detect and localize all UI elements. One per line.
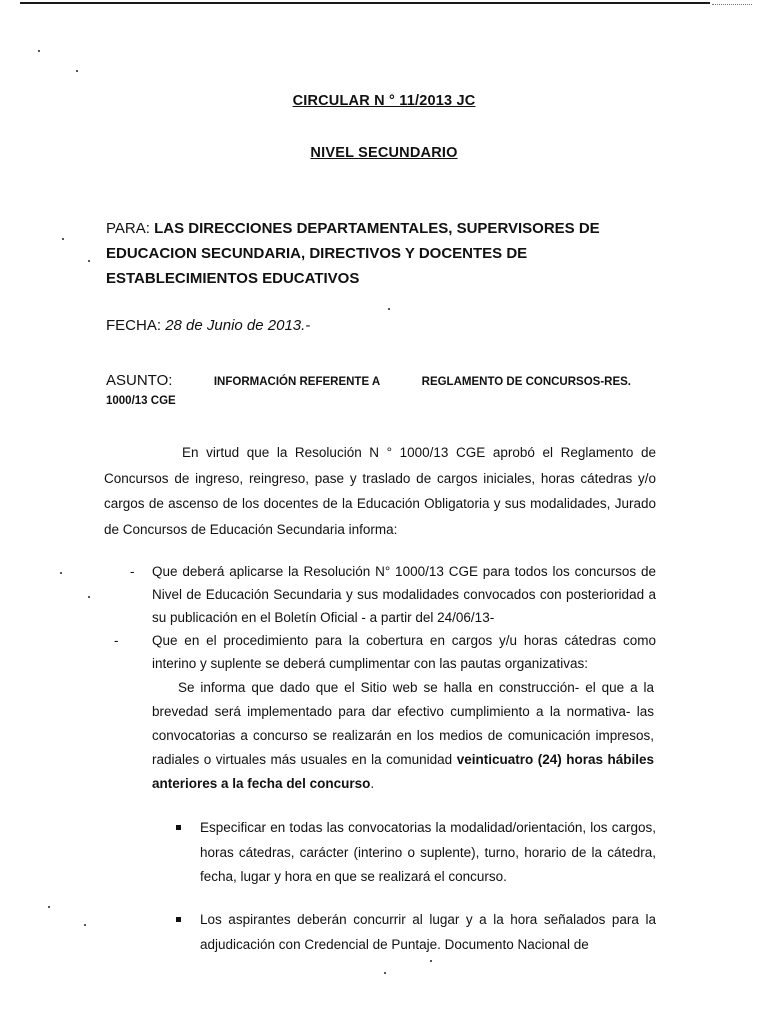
scan-speck bbox=[388, 308, 390, 310]
list-item-text: Que deberá aplicarse la Resolución N° 1000/13 CGE para todos los concursos de Nivel de Educación Secundaria y sus modalidades convocados con posterioridad a su publicación en el Boletín Oficial - a partir del 24/06/13- bbox=[152, 564, 656, 625]
bullet-text: Los aspirantes deberán concurrir al lugar y a la hora señalados para la adjudicación con Credencial de Puntaje. Documento Nacional de bbox=[200, 912, 656, 952]
list-item bbox=[130, 560, 656, 629]
scan-speck bbox=[84, 924, 86, 926]
asunto-label: ASUNTO: bbox=[106, 372, 173, 389]
bullet-item bbox=[176, 816, 656, 890]
level-title: NIVEL SECUNDARIO bbox=[310, 145, 458, 161]
fecha-value: 28 de Junio de 2013.- bbox=[165, 317, 311, 334]
list-item bbox=[114, 629, 656, 675]
scan-speck bbox=[88, 596, 90, 598]
scan-speck bbox=[76, 70, 78, 72]
info-text: Se informa que dado que el Sitio web se halla en construcción- el que a la brevedad será implementado para dar efectivo cumplimiento a la normativa- las convocatorias a concurso se realizarán en los medios de comunicación impresos, radiales o virtuales más usuales en la comunidad bbox=[152, 680, 654, 767]
bullet-text: Especificar en todas las convocatorias la modalidad/orientación, los cargos, horas cátedras, carácter (interino o suplente), turno, horario de la cátedra, fecha, lugar y hora en que se realizará el concurso. bbox=[200, 820, 656, 884]
bullet-marker bbox=[176, 917, 181, 922]
para-section bbox=[106, 216, 631, 291]
info-bold: veinticuatro (24) horas hábiles anteriores a la fecha del concurso bbox=[152, 752, 654, 791]
para-value: LAS DIRECCIONES DEPARTAMENTALES, SUPERVISORES DE EDUCACION SECUNDARIA, DIRECTIVOS Y DOCENTES DE ESTABLECIMIENTOS EDUCATIVOS bbox=[106, 220, 600, 287]
scan-speck bbox=[62, 238, 64, 240]
top-rule-dots bbox=[712, 4, 752, 5]
circular-title: CIRCULAR N ° 11/2013 JC bbox=[292, 93, 476, 109]
intro-text: En virtud que la Resolución N ° 1000/13 CGE aprobó el Reglamento de Concursos de ingreso, reingreso, pase y traslado de cargos iniciales, horas cátedras y/o cargos de ascenso de los docentes de la Educación Obligatoria y sus modalidades, Jurado de Concursos de Educación Secundaria informa: bbox=[104, 445, 656, 537]
scan-speck bbox=[430, 960, 432, 962]
bullet-item bbox=[176, 908, 656, 957]
scan-speck bbox=[38, 50, 40, 52]
para-label: PARA: bbox=[106, 220, 150, 237]
scan-speck bbox=[384, 972, 386, 974]
scan-speck bbox=[48, 906, 50, 908]
asunto-value-b: REGLAMENTO DE CONCURSOS-RES. bbox=[421, 376, 631, 388]
dash-marker: - bbox=[114, 633, 119, 648]
intro-paragraph bbox=[104, 440, 656, 542]
asunto-value-c: 1000/13 CGE bbox=[106, 395, 176, 407]
asunto-section bbox=[106, 372, 631, 407]
dash-marker: - bbox=[130, 564, 135, 579]
top-rule bbox=[20, 2, 710, 4]
fecha-section bbox=[106, 317, 310, 334]
info-end: . bbox=[370, 776, 375, 791]
list-item-text: Que en el procedimiento para la cobertura en cargos y/u horas cátedras como interino y suplente se deberá cumplimentar con las pautas organizativas: bbox=[152, 633, 656, 671]
scan-speck bbox=[60, 572, 62, 574]
asunto-value-a: INFORMACIÓN REFERENTE A bbox=[213, 376, 381, 388]
bullet-marker bbox=[176, 825, 181, 830]
fecha-label: FECHA: bbox=[106, 317, 162, 334]
info-paragraph bbox=[152, 676, 654, 796]
scan-speck bbox=[88, 260, 90, 262]
